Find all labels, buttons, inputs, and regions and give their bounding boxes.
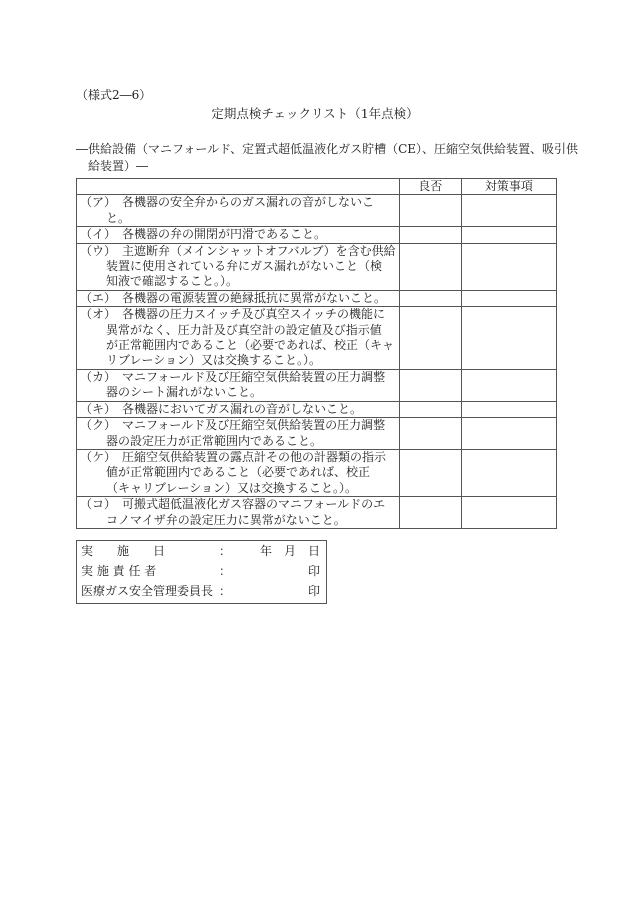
signature-value[interactable]: 年 月 日: [259, 544, 320, 558]
pass-fail-cell[interactable]: [399, 195, 461, 227]
signature-label: 医療ガス安全管理委員長: [81, 584, 214, 598]
check-item-line: リブレーション）又は交換すること。）。: [106, 353, 322, 368]
section-heading: [76, 141, 578, 175]
table-row: [77, 449, 557, 496]
check-item-line: （カ） マニフォールド及び圧縮空気供給装置の圧力調整: [80, 369, 386, 384]
table-row: [77, 227, 557, 243]
signature-row-responsible: [81, 562, 320, 581]
countermeasure-cell[interactable]: [461, 418, 556, 450]
table-row: [77, 290, 557, 306]
check-item-line: 器のシート漏れがないこと。: [106, 385, 263, 400]
check-item-line: （ケ） 圧縮空気供給装置の露点計その他の計器類の指示: [80, 449, 387, 464]
check-item-line: （エ） 各機器の電源装置の絶縁抵抗に異常がないこと。: [80, 290, 387, 305]
check-item: [77, 401, 400, 417]
check-item: [77, 369, 400, 401]
countermeasure-cell[interactable]: [461, 243, 556, 290]
check-item-line: （ウ） 主遮断弁（メインシャットオフバルブ）を含む供給: [80, 243, 396, 258]
form-number: （様式2―6）: [76, 88, 152, 102]
check-item-line: が正常範囲内であること（必要であれば、校正（キャ: [106, 338, 395, 353]
check-item: [77, 418, 400, 450]
check-item: [77, 307, 400, 370]
check-item: [77, 195, 400, 227]
table-row: [77, 418, 557, 450]
table-row: [77, 401, 557, 417]
pass-fail-cell[interactable]: [399, 497, 461, 529]
header-countermeasure: 対策事項: [461, 179, 556, 195]
signature-colon: ：: [219, 584, 232, 598]
check-item: [77, 227, 400, 243]
countermeasure-cell[interactable]: [461, 195, 556, 227]
signature-seal[interactable]: 印: [307, 564, 320, 578]
signature-seal[interactable]: 印: [307, 584, 320, 598]
check-item-line: 異常がなく、圧力計及び真空計の設定値及び指示値: [106, 322, 382, 337]
check-item-line: と。: [106, 210, 131, 225]
signature-label: 実 施 日: [81, 544, 166, 558]
pass-fail-cell[interactable]: [399, 449, 461, 496]
table-row: [77, 243, 557, 290]
header-pass-fail: 良否: [399, 179, 461, 195]
check-item-line: （キ） 各機器においてガス漏れの音がしないこと。: [80, 401, 363, 416]
pass-fail-cell[interactable]: [399, 243, 461, 290]
check-item: [77, 497, 400, 529]
header-item: [77, 179, 400, 195]
check-item: [77, 449, 400, 496]
document-title: 定期点検チェックリスト（1年点検）: [211, 106, 419, 121]
table-row: [77, 369, 557, 401]
countermeasure-cell[interactable]: [461, 497, 556, 529]
check-item-line: 装置に使用されている弁にガス漏れがないこと（検: [106, 259, 383, 274]
pass-fail-cell[interactable]: [399, 290, 461, 306]
section-heading-line: ―供給設備（マニフォールド、定置式超低温液化ガス貯槽（CE）、圧縮空気供給装置、吸引供: [76, 142, 579, 156]
check-item-line: （イ） 各機器の弁の開閉が円滑であること。: [80, 227, 327, 242]
check-item: [77, 243, 400, 290]
signature-label: 実 施 責 任 者: [81, 564, 157, 578]
signature-row-date: [81, 542, 320, 561]
countermeasure-cell[interactable]: [461, 290, 556, 306]
check-item-line: 値が正常範囲内であること（必要であれば、校正: [106, 465, 371, 480]
countermeasure-cell[interactable]: [461, 401, 556, 417]
signature-colon: ：: [219, 564, 232, 578]
check-item-line: （ア） 各機器の安全弁からのガス漏れの音がしないこ: [80, 195, 375, 210]
signature-box: [76, 540, 327, 604]
check-item-line: コノマイザ弁の設定圧力に異常がないこと。: [106, 512, 346, 527]
countermeasure-cell[interactable]: [461, 307, 556, 370]
table-row: [77, 497, 557, 529]
check-item-line: 知液で確認すること。）。: [106, 274, 239, 289]
check-item-line: （オ） 各機器の圧力スイッチ及び真空スイッチの機能に: [80, 307, 386, 322]
check-item-line: （キャリブレーション）又は交換すること。）。: [106, 480, 358, 495]
check-item-line: 器の設定圧力が正常範囲内であること。: [106, 433, 323, 448]
pass-fail-cell[interactable]: [399, 401, 461, 417]
countermeasure-cell[interactable]: [461, 449, 556, 496]
signature-colon: ：: [219, 544, 232, 558]
pass-fail-cell[interactable]: [399, 307, 461, 370]
table-header-row: [77, 179, 557, 195]
check-item: [77, 290, 400, 306]
countermeasure-cell[interactable]: [461, 227, 556, 243]
check-item-line: （ク） マニフォールド及び圧縮空気供給装置の圧力調整: [80, 418, 386, 433]
table-row: [77, 307, 557, 370]
countermeasure-cell[interactable]: [461, 369, 556, 401]
pass-fail-cell[interactable]: [399, 227, 461, 243]
table-row: [77, 195, 557, 227]
check-item-line: （コ） 可搬式超低温液化ガス容器のマニフォールドのエ: [80, 497, 386, 512]
section-heading-line: 給装置）―: [88, 159, 149, 173]
checklist-table: [76, 178, 557, 529]
pass-fail-cell[interactable]: [399, 369, 461, 401]
pass-fail-cell[interactable]: [399, 418, 461, 450]
signature-row-committee-chair: [81, 582, 320, 601]
